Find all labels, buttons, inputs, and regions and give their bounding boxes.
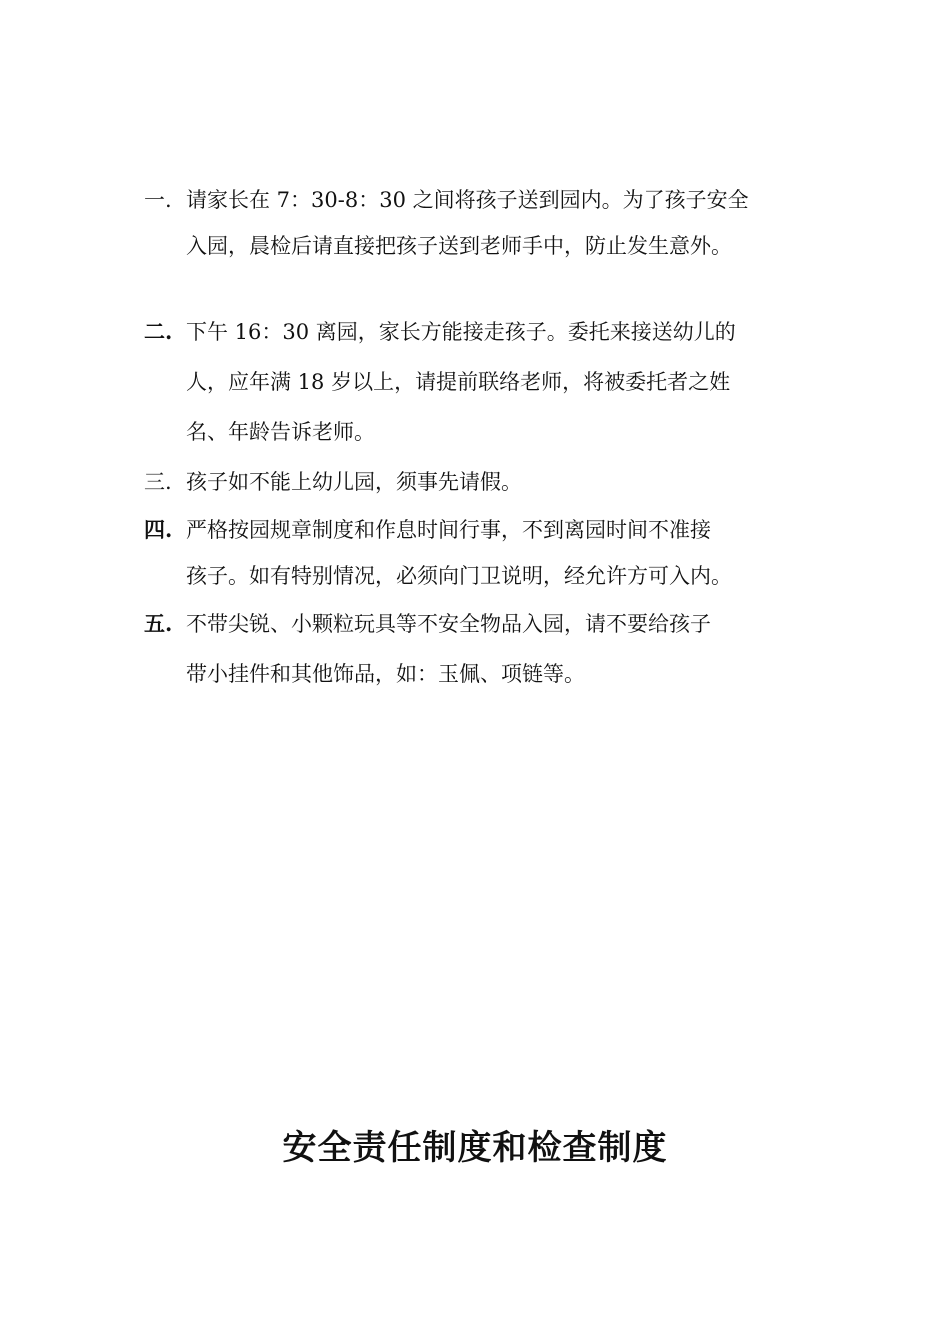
rule-line: 带小挂件和其他饰品，如：玉佩、项链等。 [186, 662, 585, 686]
rule-number: 二. [144, 319, 173, 344]
rule-item-2 [144, 307, 824, 457]
rule-line: 严格按园规章制度和作息时间行事，不到离园时间不准接 [186, 518, 711, 542]
rule-line: 请家长在 7：30-8：30 之间将孩子送到园内。为了孩子安全 [186, 188, 749, 212]
rule-line: 孩子如不能上幼儿园，须事先请假。 [186, 470, 522, 494]
rule-item-1 [144, 177, 824, 269]
rule-line: 不带尖锐、小颗粒玩具等不安全物品入园，请不要给孩子 [186, 612, 711, 636]
rule-item-4 [144, 507, 824, 599]
rule-item-3 [144, 457, 824, 507]
rule-line: 孩子。如有特别情况，必须向门卫说明，经允许方可入内。 [186, 564, 732, 588]
rule-number: 四. [144, 517, 173, 542]
rule-text [186, 307, 824, 457]
rule-line: 入园，晨检后请直接把孩子送到老师手中，防止发生意外。 [186, 234, 732, 258]
rule-line: 人，应年满 18 岁以上，请提前联络老师，将被委托者之姓 [186, 370, 731, 394]
rule-number: 五. [144, 611, 173, 636]
rule-text [186, 507, 824, 599]
rule-list [144, 177, 824, 699]
rule-text [186, 457, 824, 507]
rule-text [186, 177, 824, 269]
rule-line: 下午 16：30 离园，家长方能接走孩子。委托来接送幼儿的 [186, 320, 736, 344]
rule-item-5 [144, 599, 824, 699]
rule-text [186, 599, 824, 699]
rule-number: 一. [144, 188, 172, 212]
document-title: 安全责任制度和检查制度 [282, 1128, 668, 1168]
rule-number: 三. [144, 470, 172, 494]
rule-line: 名、年龄告诉老师。 [186, 420, 375, 444]
